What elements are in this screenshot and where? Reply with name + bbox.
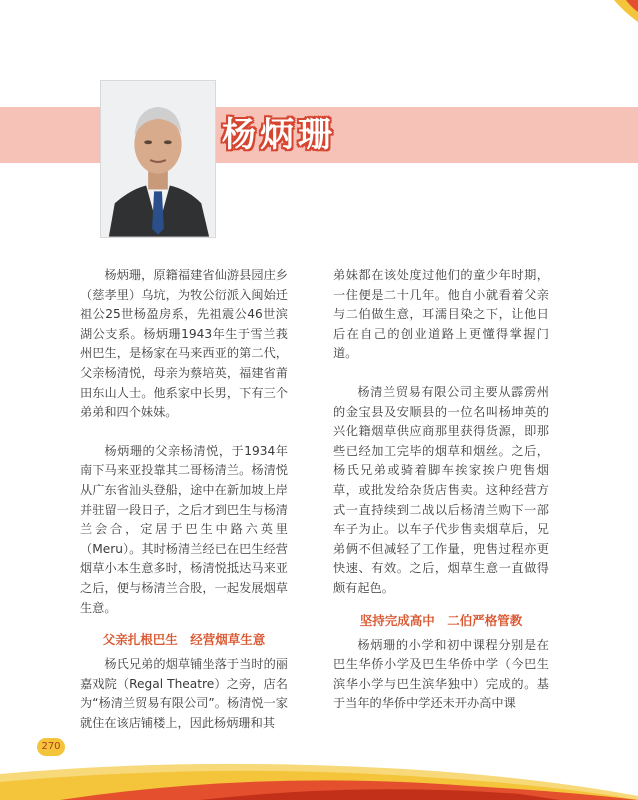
paragraph: 杨炳珊的父亲杨清悦，于1934年南下马来亚投靠其二哥杨清兰。杨清悦从广东省汕头登船，途中在新加坡上岸并驻留一段日子，之后才到巴生与杨清兰会合，定居于巴生中路六英里（Meru）。其时杨清兰经已在巴生经营烟草小本生意多时，杨清悦抵达马来亚之后，便与杨清兰合股，一起发展烟草生意。 <box>80 443 288 615</box>
page-number: 270 <box>37 738 65 756</box>
page-title: 杨炳珊 <box>222 115 336 155</box>
section-heading: 坚持完成高中 二伯严格管教 <box>359 612 523 628</box>
corner-decoration <box>606 0 638 22</box>
left-column <box>80 266 288 733</box>
portrait-photo <box>100 80 216 238</box>
paragraph: 杨炳珊的小学和初中课程分别是在巴生华侨小学及巴生华侨中学（今巴生滨华小学与巴生滨华独中）完成的。基于当年的华侨中学还未开办高中课 <box>333 637 549 711</box>
right-column <box>333 266 549 714</box>
section-heading: 父亲扎根巴生 经营烟草生意 <box>102 632 266 648</box>
footer-swoosh-decoration <box>0 736 638 800</box>
paragraph: 杨清兰贸易有限公司主要从霹雳州的金宝县及安顺县的一位名叫杨坤英的兴化籍烟草供应商那里获得货源，即那些已经加工完毕的烟草和烟丝。之后，杨氏兄弟或骑着脚车挨家挨户兜售烟草，或批发给杂货店售卖。这种经营方式一直持续到二战以后杨清兰购下一部车子为止。以车子代步售卖烟草后，兄弟俩不但减轻了工作量，兜售过程亦更快速、有效。之后，烟草生意一直做得颇有起色。 <box>333 384 549 595</box>
paragraph: 杨氏兄弟的烟草铺坐落于当时的丽嘉戏院（Regal Theatre）之旁，店名为“杨清兰贸易有限公司”。杨清悦一家就住在该店铺楼上，因此杨炳珊和其 <box>80 657 288 730</box>
paragraph: 杨炳珊，原籍福建省仙游县园庄乡（慈孝里）乌坑，为牧公衍派入闽始迁祖公25世杨盈房系，先祖震公46世滨湖公支系。杨炳珊1943年生于雪兰莪州巴生，是杨家在马来西亚的第二代，父亲杨清悦，母亲为蔡培英，福建省莆田东山人士。他系家中长男，下有三个弟弟和四个妹妹。 <box>80 268 288 420</box>
paragraph: 弟妹都在该处度过他们的童少年时期，一住便是二十几年。他自小就看着父亲与二伯做生意，耳濡目染之下，让他日后在自己的创业道路上更懂得掌握门道。 <box>333 268 549 361</box>
